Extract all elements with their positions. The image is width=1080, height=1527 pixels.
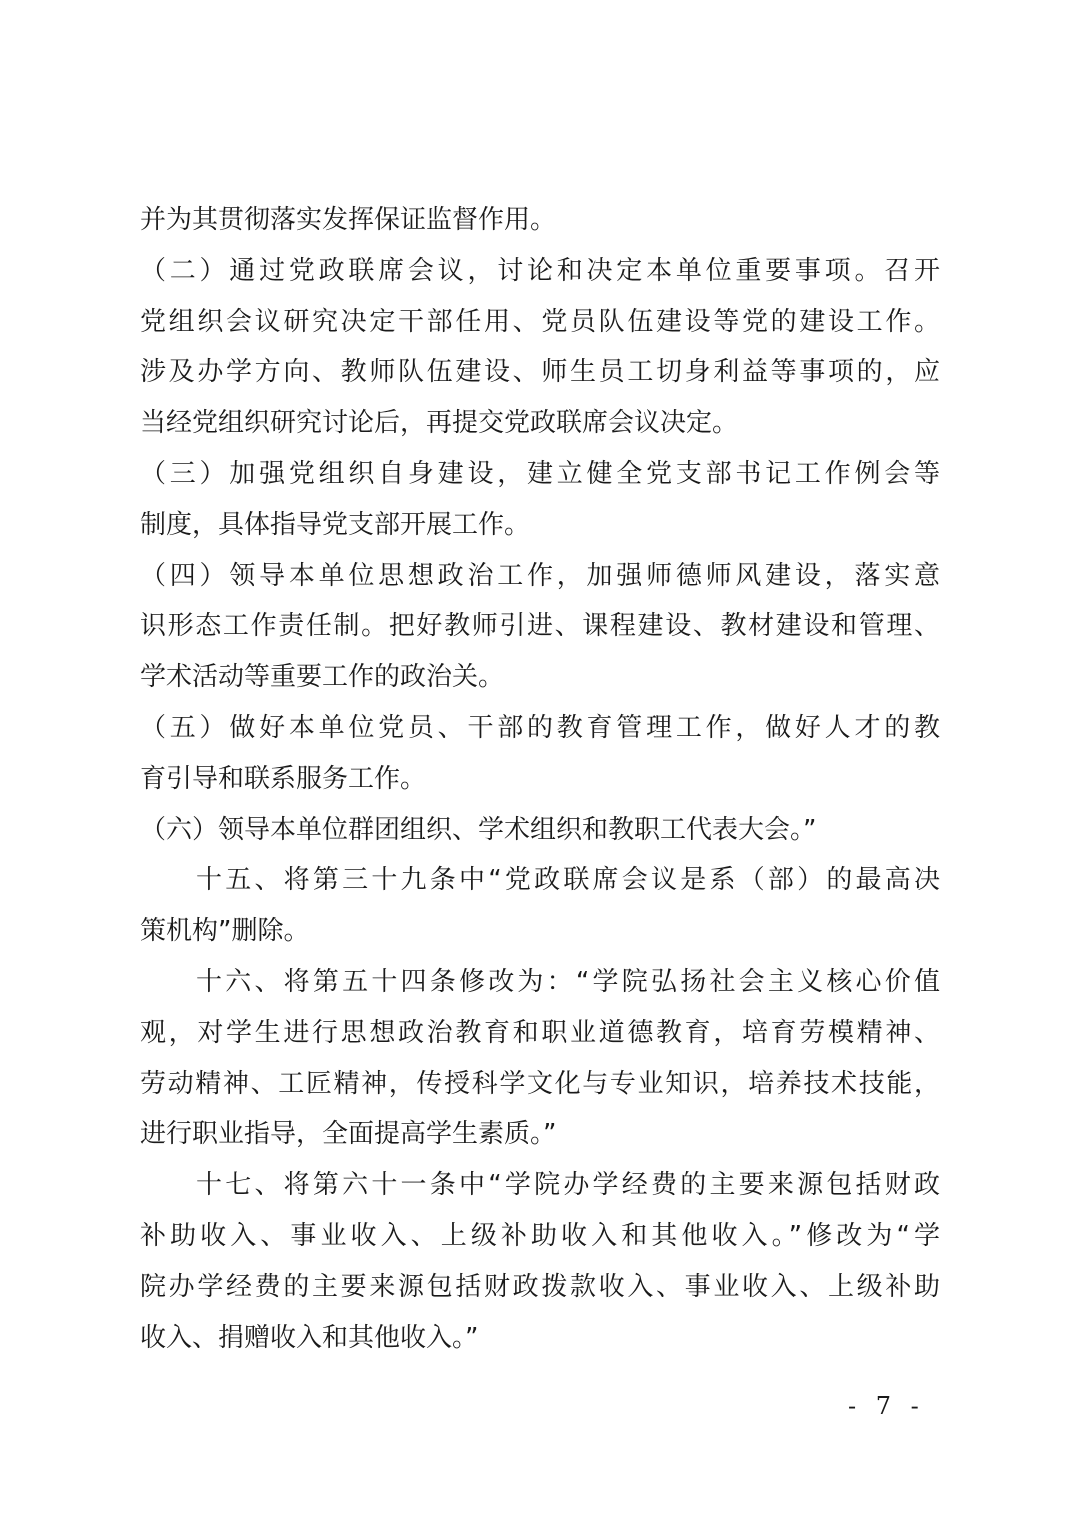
text-line: （六）领导本单位群团组织、学术组织和教职工代表大会。” [140,814,817,845]
text-line: 策机构”删除。 [140,916,310,947]
text-line: 识形态工作责任制。把好教师引进、课程建设、教材建设和管理、 [140,611,940,642]
text-line: 学术活动等重要工作的政治关。 [140,662,505,693]
text-line: 院办学经费的主要来源包括财政拨款收入、事业收入、上级补助 [140,1271,940,1302]
text-line: （三）加强党组织自身建设，建立健全党支部书记工作例会等 [140,458,940,489]
text-line: 十五、将第三十九条中“党政联席会议是系（部）的最高决 [196,865,940,896]
text-line: 十六、将第五十四条修改为：“学院弘扬社会主义核心价值 [196,966,940,997]
text-line: 收入、捐赠收入和其他收入。” [140,1322,479,1353]
text-line: （五）做好本单位党员、干部的教育管理工作，做好人才的教 [140,712,940,743]
text-line: 进行职业指导，全面提高学生素质。” [140,1119,557,1150]
text-line: 劳动精神、工匠精神，传授科学文化与专业知识，培养技术技能， [140,1068,940,1099]
text-line: （四）领导本单位思想政治工作，加强师德师风建设，落实意 [140,560,940,591]
text-line: 党组织会议研究决定干部任用、党员队伍建设等党的建设工作。 [140,306,940,337]
text-line: 补助收入、事业收入、上级补助收入和其他收入。”修改为“学 [140,1220,940,1251]
text-line: 制度，具体指导党支部开展工作。 [140,509,531,540]
page-number: - 7 - [848,1392,925,1420]
text-line: 十七、将第六十一条中“学院办学经费的主要来源包括财政 [196,1170,940,1201]
document-body [140,195,940,1363]
text-line: 当经党组织研究讨论后，再提交党政联席会议决定。 [140,408,739,439]
text-line: 育引导和联系服务工作。 [140,763,427,794]
text-line: 观，对学生进行思想政治教育和职业道德教育，培育劳模精神、 [140,1017,940,1048]
text-line: （二）通过党政联席会议，讨论和决定本单位重要事项。召开 [140,255,940,286]
text-line: 涉及办学方向、教师队伍建设、师生员工切身利益等事项的，应 [140,357,940,388]
text-line: 并为其贯彻落实发挥保证监督作用。 [140,205,557,235]
